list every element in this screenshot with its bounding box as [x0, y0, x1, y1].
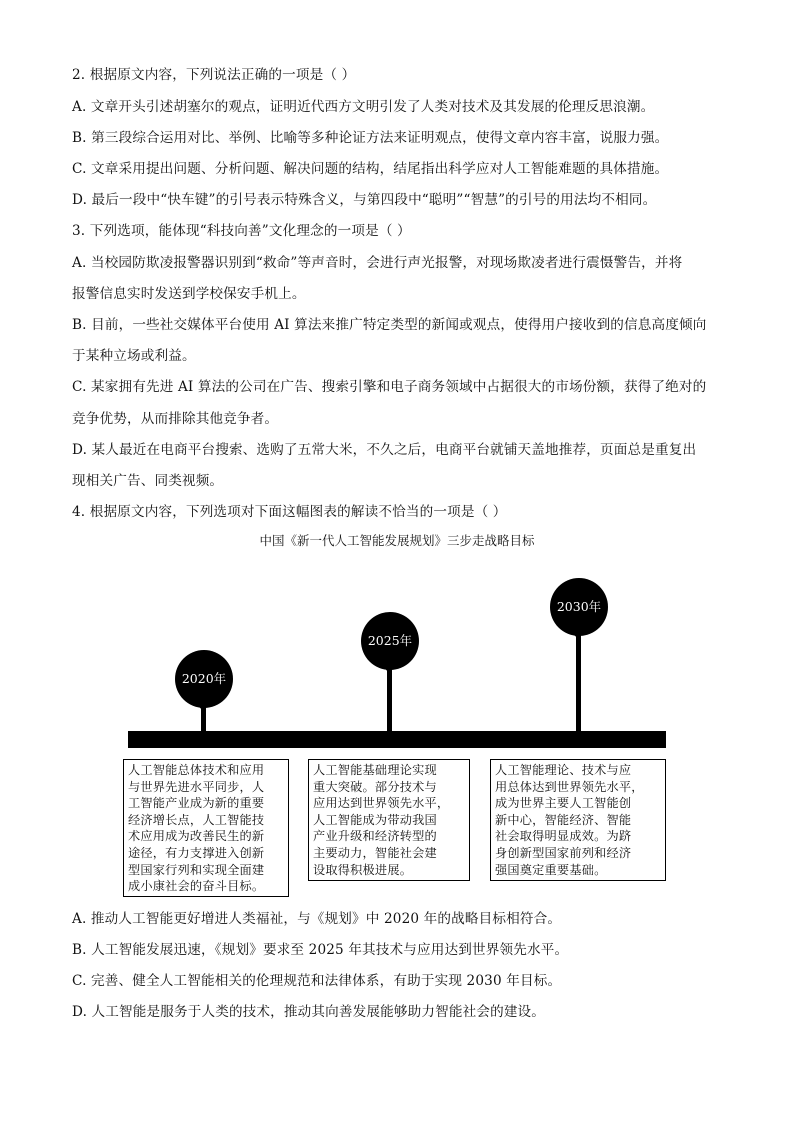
q3-option-c-line2: 竞争优势，从而排除其他竞争者。	[72, 411, 279, 427]
q2-option-d: D. 最后一段中“快车键”的引号表示特殊含义，与第四段中“聪明”“智慧”的引号的用法均不相同。	[72, 192, 657, 208]
q3-stem: 3. 下列选项，能体现“科技向善”文化理念的一项是（ ）	[72, 223, 411, 239]
goal-box-2020: 人工智能总体技术和应用 与世界先进水平同步，人 工智能产业成为新的重要 经济增长点，人工智能技 术应用成为改善民生的新 途径，有力支撑进入创新 型国家行列和实现全面建 成小康社会的奋斗目标。	[123, 759, 289, 897]
q3-option-a-line1: A. 当校园防欺凌报警器识别到“救命”等声音时，会进行声光报警，对现场欺凌者进行震慑警告，并将	[72, 255, 683, 271]
q2-option-b: B. 第三段综合运用对比、举例、比喻等多种论证方法来证明观点，使得文章内容丰富，说服力强。	[72, 130, 669, 146]
goal-box-2030: 人工智能理论、技术与应 用总体达到世界领先水平， 成为世界主要人工智能创 新中心，智能经济、智能 社会取得明显成效。为跻 身创新型国家前列和经济 强国奠定重要基础。	[490, 759, 666, 881]
pin-2030: 2030年	[550, 578, 608, 636]
q3-option-d-line1: D. 某人最近在电商平台搜索、选购了五常大米，不久之后，电商平台就铺天盖地推荐，页面总是重复出	[72, 442, 697, 458]
q4-stem: 4. 根据原文内容，下列选项对下面这幅图表的解读不恰当的一项是（ ）	[72, 504, 507, 520]
q2-stem: 2. 根据原文内容，下列说法正确的一项是（ ）	[72, 67, 356, 83]
q4-option-b: B. 人工智能发展迅速，《规划》要求至 2025 年其技术与应用达到世界领先水平。	[72, 942, 569, 958]
q4-option-a: A. 推动人工智能更好增进人类福祉，与《规划》中 2020 年的战略目标相符合。	[72, 911, 562, 927]
q2-option-c: C. 文章采用提出问题、分析问题、解决问题的结构，结尾指出科学应对人工智能难题的具体措施。	[72, 161, 669, 177]
goal-box-2025: 人工智能基础理论实现 重大突破。部分技术与 应用达到世界领先水平， 人工智能成为带动我国 产业升级和经济转型的 主要动力，智能社会建 设取得积极进展。	[308, 759, 470, 881]
q3-option-b-line1: B. 目前，一些社交媒体平台使用 AI 算法来推广特定类型的新闻或观点，使得用户接收到的信息高度倾向	[72, 317, 707, 333]
figure-caption: 中国《新一代人工智能发展规划》三步走战略目标	[259, 533, 535, 548]
q4-option-d: D. 人工智能是服务于人类的技术，推动其向善发展能够助力智能社会的建设。	[72, 1004, 546, 1020]
q3-option-b-line2: 于某种立场或利益。	[72, 348, 196, 364]
pin-stem-2030	[576, 628, 581, 732]
q3-option-d-line2: 现相关广告、同类视频。	[72, 473, 224, 489]
q4-option-c: C. 完善、健全人工智能相关的伦理规范和法律体系，有助于实现 2030 年目标。	[72, 973, 562, 989]
q2-option-a: A. 文章开头引述胡塞尔的观点，证明近代西方文明引发了人类对技术及其发展的伦理反思浪潮。	[72, 99, 655, 115]
q3-option-a-line2: 报警信息实时发送到学校保安手机上。	[72, 286, 306, 302]
pin-2025: 2025年	[361, 612, 419, 670]
q3-option-c-line1: C. 某家拥有先进 AI 算法的公司在广告、搜索引擎和电子商务领域中占据很大的市场份额，获得了绝对的	[72, 379, 707, 395]
timeline-bar	[128, 731, 666, 748]
pin-2020: 2020年	[175, 650, 233, 708]
